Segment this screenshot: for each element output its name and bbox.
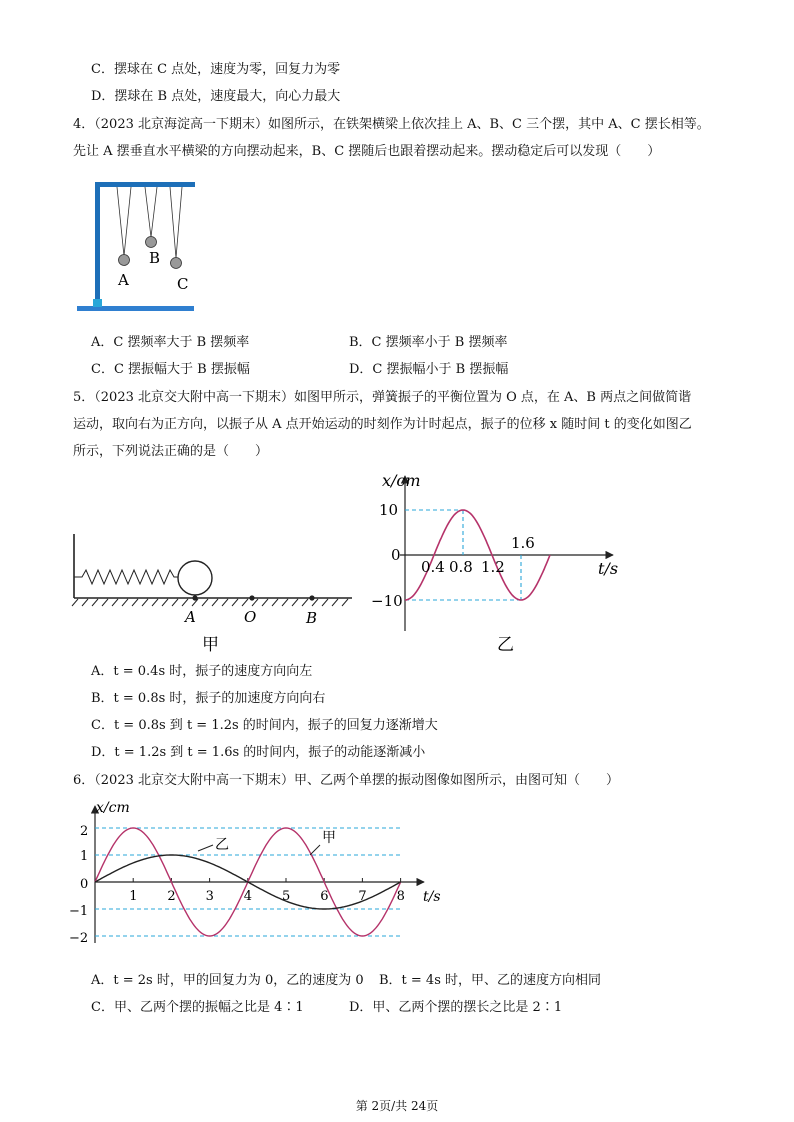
point-o-label: O xyxy=(244,608,257,626)
q6-option-b: B．t = 4s 时，甲、乙的速度方向相同 xyxy=(379,973,602,988)
jia-series-label: 甲 xyxy=(322,830,336,846)
y-axis-label: x/cm xyxy=(96,800,130,816)
ground-hatching xyxy=(72,599,348,606)
figure-jia-caption: 甲 xyxy=(202,635,219,655)
yi-series-label: 乙 xyxy=(215,837,229,853)
y-tick-1: 1 xyxy=(80,849,89,864)
q5-option-d: D．t = 1.2s 到 t = 1.6s 的时间内，振子的动能逐渐减小 xyxy=(91,745,426,760)
x-tick-1: 1 xyxy=(129,889,138,904)
jia-leader-line xyxy=(310,845,320,855)
q6-option-d: D．甲、乙两个摆的摆长之比是 2∶1 xyxy=(349,1000,563,1015)
q5-stem-line-1: 5．（2023 北京交大附中高一下期末）如图甲所示，弹簧振子的平衡位置为 O 点，在 A、B 两点之间做简谐 xyxy=(73,390,692,405)
yi-leader-line xyxy=(198,845,213,851)
q6-option-a: A．t = 2s 时，甲的回复力为 0，乙的速度为 0 xyxy=(91,973,364,988)
xt-graph-yi xyxy=(360,466,630,658)
point-o-dot xyxy=(249,595,254,600)
oscillator-ball xyxy=(178,561,212,595)
x-tick-0-4: 0.4 xyxy=(421,558,445,576)
x-axis-label: t/s xyxy=(423,889,441,905)
pendulum-b-label: B xyxy=(149,249,161,267)
q4-option-a: A．C 摆频率大于 B 摆频率 xyxy=(91,335,250,350)
q5-option-b: B．t = 0.8s 时，振子的加速度方向向右 xyxy=(91,691,326,706)
q3-option-c: C．摆球在 C 点处，速度为零，回复力为零 xyxy=(91,62,341,77)
point-a-label: A xyxy=(185,608,196,626)
x-tick-6: 6 xyxy=(320,889,329,904)
figure-yi-caption: 乙 xyxy=(497,635,514,655)
pendulum-a-string xyxy=(117,187,131,256)
q5-stem-line-2: 运动，取向右为正方向，以振子从 A 点开始运动的时刻作为计时起点，振子的位移 x 随时间 t 的变化如图乙 xyxy=(73,417,692,432)
point-a-dot xyxy=(192,595,197,600)
q5-stem-line-3: 所示，下列说法正确的是（ ） xyxy=(73,444,269,459)
y-tick-10: 10 xyxy=(379,501,399,519)
q3-option-d: D．摆球在 B 点处，速度最大，向心力最大 xyxy=(91,89,341,104)
point-b-label: B xyxy=(306,609,318,627)
y-axis-label: x/cm xyxy=(382,471,421,490)
y-tick-minus-10: −10 xyxy=(371,592,403,610)
x-tick-1-2: 1.2 xyxy=(481,558,505,576)
y-tick-minus-1: −1 xyxy=(69,904,89,919)
q6-option-c: C．甲、乙两个摆的振幅之比是 4∶1 xyxy=(91,1000,304,1015)
pendulum-c-string xyxy=(170,187,182,258)
y-tick-minus-2: −2 xyxy=(69,931,89,946)
q4-option-b: B．C 摆频率小于 B 摆频率 xyxy=(349,335,508,350)
q4-option-c: C．C 摆振幅大于 B 摆振幅 xyxy=(91,362,250,377)
y-tick-2: 2 xyxy=(80,824,89,839)
q6-stem-line-1: 6．（2023 北京交大附中高一下期末）甲、乙两个单摆的振动图像如图所示，由图可知（ ） xyxy=(73,773,619,788)
x-tick-8: 8 xyxy=(396,889,405,904)
y-tick-0: 0 xyxy=(80,877,89,892)
stand-post xyxy=(95,182,100,300)
stand-foot xyxy=(93,299,102,307)
page-footer: 第 2页/共 24页 xyxy=(355,1099,439,1113)
x-tick-2: 2 xyxy=(167,889,176,904)
pendulum-a-label: A xyxy=(118,271,129,289)
x-tick-4: 4 xyxy=(243,889,253,904)
stand-beam xyxy=(95,182,195,187)
x-axis-label: t/s xyxy=(598,559,619,578)
pendulum-c-label: C xyxy=(177,275,189,293)
x-tick-0-8: 0.8 xyxy=(449,558,473,576)
x-tick-5: 5 xyxy=(282,889,291,904)
q5-option-c: C．t = 0.8s 到 t = 1.2s 的时间内，振子的回复力逐渐增大 xyxy=(91,718,438,733)
q5-option-a: A．t = 0.4s 时，振子的速度方向向左 xyxy=(91,664,313,679)
q4-stem-line-2: 先让 A 摆垂直水平横梁的方向摆动起来，B、C 摆随后也跟着摆动起来。摆动稳定后可以发现（ ） xyxy=(73,144,661,159)
spring-oscillator-figure xyxy=(68,530,360,658)
pendulum-a-bob xyxy=(119,255,130,266)
x-tick-7: 7 xyxy=(358,889,367,904)
pendulum-figure xyxy=(72,176,202,318)
point-b-dot xyxy=(309,595,314,600)
q4-stem-line-1: 4．（2023 北京海淀高一下期末）如图所示，在铁架横梁上依次挂上 A、B、C 三个摆，其中 A、C 摆长相等。 xyxy=(73,117,710,132)
pendulum-b-bob xyxy=(146,237,157,248)
pendulum-c-bob xyxy=(171,258,182,269)
q4-option-d: D．C 摆振幅小于 B 摆振幅 xyxy=(349,362,509,377)
y-tick-0: 0 xyxy=(391,546,401,564)
xt-graph-q6 xyxy=(58,798,450,950)
x-tick-3: 3 xyxy=(205,889,214,904)
pendulum-b-string xyxy=(145,187,157,237)
spring xyxy=(74,570,179,584)
x-tick-1-6: 1.6 xyxy=(511,534,535,552)
